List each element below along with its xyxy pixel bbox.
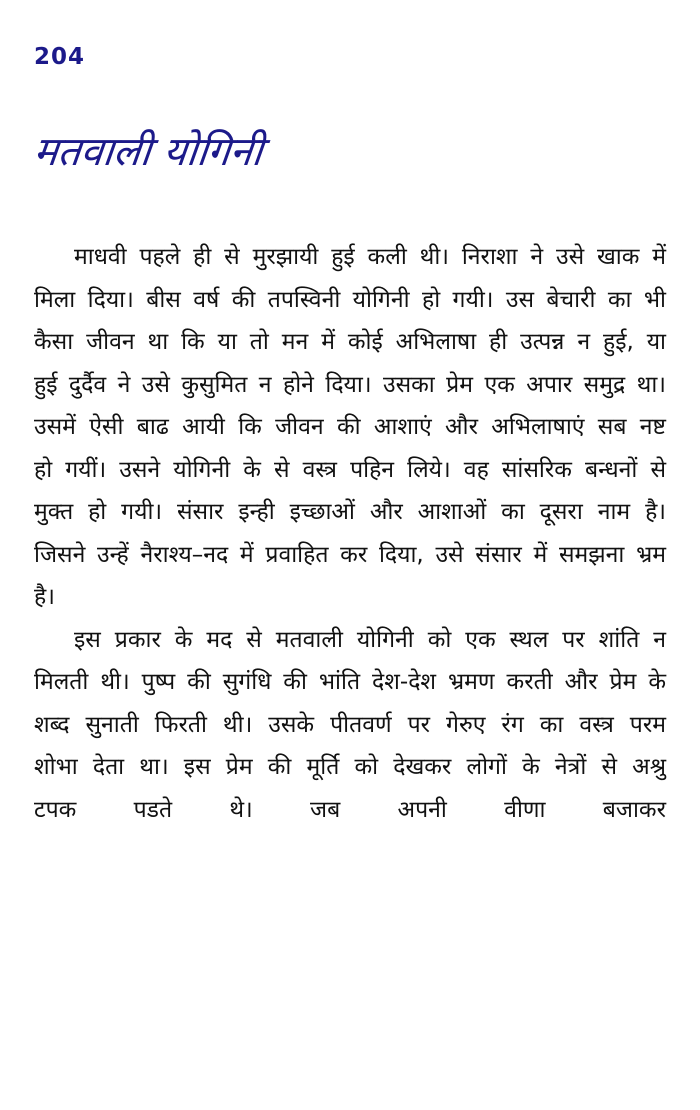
paragraph-2: इस प्रकार के मद से मतवाली योगिनी को एक स्थल पर शांति न मिलती थी। पुष्प की सुगंधि की भांति देश-देश भ्रमण करती और प्रेम के शब्द सुनाती फिरती थी। उसके पीतवर्ण पर गेरुए रंग का वस्त्र परम शोभा देता था। इस प्रेम की मूर्ति को देखकर लोगों के नेत्रों से अश्रु टपक पडते थे। जब अपनी वीणा बजाकर <box>34 626 666 823</box>
chapter-title: मतवाली योगिनी <box>31 129 265 175</box>
paragraph-1: माधवी पहले ही से मुरझायी हुई कली थी। निराशा ने उसे खाक में मिला दिया। बीस वर्ष की तपस्विनी योगिनी हो गयी। उस बेचारी का भी कैसा जीवन था कि या तो मन में कोई अभिलाषा ही उत्पन्न न हुई, या हुई दुर्दैव ने उसे कुसुमित न होने दिया। उसका प्रेम एक अपार समुद्र था। उसमें ऐसी बाढ आयी कि जीवन की आशाएं और अभिलाषाएं सब नष्ट हो गयीं। उसने योगिनी के से वस्त्र पहिन लिये। वह सांसरिक बन्धनों से मुक्त हो गयी। संसार इन्ही इच्छाओं और आशाओं का दूसरा नाम है। जिसने उन्हें नैराश्य–नद में प्रवाहित कर दिया, उसे संसार में समझना भ्रम है। <box>34 244 666 610</box>
page-number: 204 <box>34 44 86 70</box>
body-text <box>34 236 666 831</box>
